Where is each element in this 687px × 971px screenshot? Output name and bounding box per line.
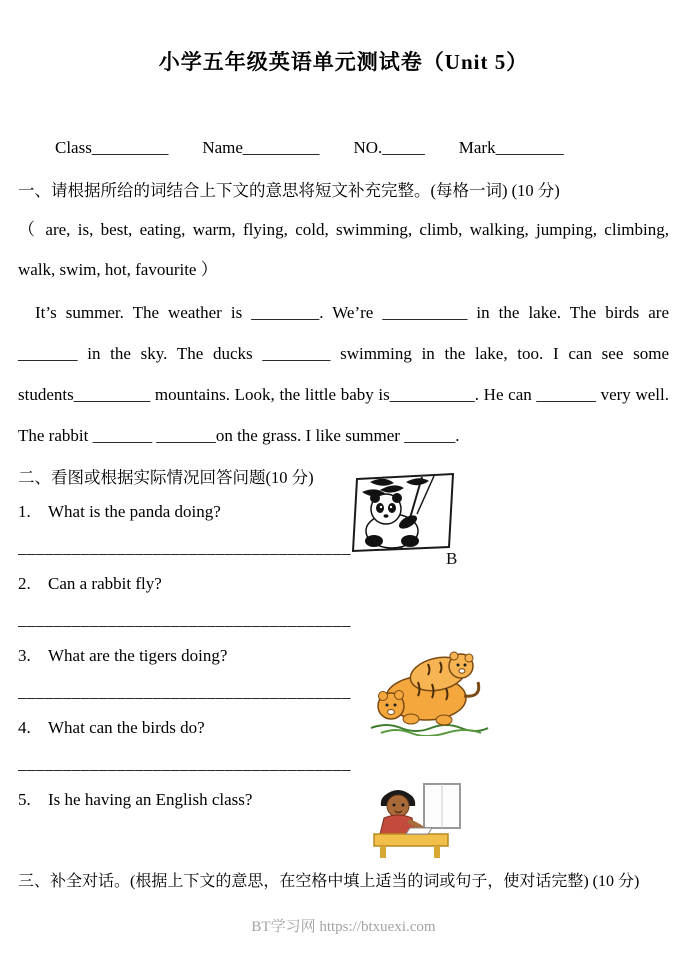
question-5-row <box>18 782 669 818</box>
svg-text:B: B <box>446 549 458 566</box>
question-1-row <box>18 494 669 530</box>
question-1-number: 1. <box>18 502 31 521</box>
section2-questions <box>18 494 669 818</box>
question-4 <box>18 710 669 782</box>
question-1-text: What is the panda doing? <box>48 502 221 521</box>
question-1 <box>18 494 669 566</box>
name-blank-field: Name_________ <box>202 138 320 157</box>
question-2 <box>18 566 669 638</box>
question-5-number: 5. <box>18 790 31 809</box>
panda-eating-bamboo-image <box>350 472 460 566</box>
question-5 <box>18 782 669 818</box>
page-title: 小学五年级英语单元测试卷（Unit 5） <box>158 50 529 74</box>
question-3 <box>18 638 669 710</box>
question-4-number: 4. <box>18 718 31 737</box>
section2-heading: 二、看图或根据实际情况回答问题(10 分) <box>18 468 314 487</box>
section3-heading: 三、补全对话。(根据上下文的意思，在空格中填上适当的词或句子，使对话完整) (10 分) <box>18 873 640 890</box>
question-3-text: What are the tigers doing? <box>48 646 228 665</box>
question-3-answer-line: _____________________________________ <box>18 682 351 701</box>
question-2-text: Can a rabbit fly? <box>48 574 162 593</box>
question-5-text: Is he having an English class? <box>48 790 253 809</box>
question-4-row <box>18 710 669 746</box>
question-2-answer-line: _____________________________________ <box>18 610 351 629</box>
class-blank-field: Class_________ <box>55 138 169 157</box>
word-bank: （ are, is, best, eating, warm, flying, cold, swimming, climb, walking, jumping, climbing, walk, swim, hot, favourite ） <box>18 220 669 279</box>
boy-at-desk-image <box>366 780 464 860</box>
no-blank-field: NO._____ <box>353 138 425 157</box>
watermark-footer: BT学习网 https://btxuexi.com <box>251 919 436 935</box>
question-2-row <box>18 566 669 602</box>
question-3-row <box>18 638 669 674</box>
cloze-passage: It’s summer. The weather is ________. We’re __________ in the lake. The birds are _______ in the sky. The ducks ________ swimming in the lake, too. I can see some students_________ mountains. Look, the little baby is__________. He can _______ very well. The rabbit _______ _______on the grass. I like summer ______. <box>18 303 669 445</box>
question-3-number: 3. <box>18 646 31 665</box>
question-4-answer-line: _____________________________________ <box>18 754 351 773</box>
question-2-number: 2. <box>18 574 31 593</box>
question-4-text: What can the birds do? <box>48 718 205 737</box>
section1-heading: 一、请根据所给的词结合上下文的意思将短文补充完整。(每格一词) (10 分) <box>18 181 560 200</box>
question-1-answer-line: _____________________________________ <box>18 538 351 557</box>
tigers-playing-image <box>366 636 492 736</box>
student-info-row <box>55 138 687 158</box>
mark-blank-field: Mark________ <box>458 138 564 157</box>
